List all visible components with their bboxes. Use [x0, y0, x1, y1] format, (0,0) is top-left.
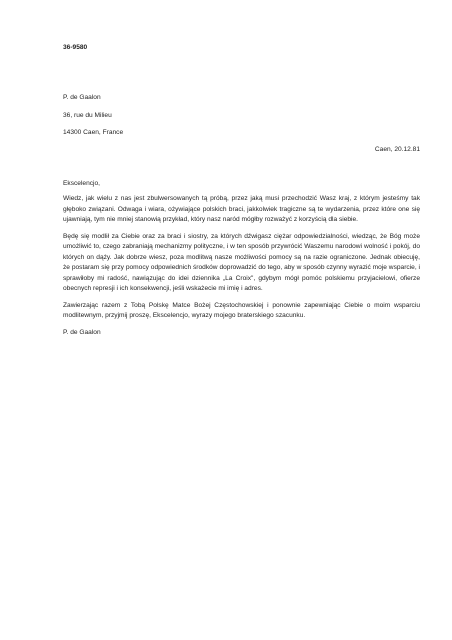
paragraph-3: Zawierzając razem z Tobą Polskę Matce Bożej Częstochowskiej i ponownie zapewniając Ciebie o moim wsparciu modlitewnym, przyjmij proszę, Ekscelencjo, wyrazy mojego braterskiego szacunku. [63, 301, 420, 320]
sender-street: 36, rue du Milieu [63, 112, 112, 119]
sender-city: 14300 Caen, France [63, 129, 124, 136]
date-line: Caen, 20.12.81 [374, 146, 420, 153]
letter-body [63, 179, 420, 345]
reference-number: 36-9580 [63, 44, 88, 51]
sender-name: P. de Gaalon [63, 94, 101, 101]
paragraph-1: Wiedz, jak wielu z nas jest zbulwersowanych tą próbą, przez jaką musi przechodzić Wasz kraj, z którym jesteśmy tak głęboko związani. Odwaga i wiara, ożywiające polskich braci, jakkolwiek tragiczne są te wydarzenia, przez które one się ujawniają, tym nie mniej stanowią przykład, który nasz naród mógłby rozważyć z korzyścią dla siebie. [63, 195, 420, 224]
salutation: Ekscelencjo, [63, 180, 101, 187]
signature: P. de Gaalon [63, 329, 101, 337]
paragraph-2: Będę się modlił za Ciebie oraz za braci i siostry, za których dźwigasz ciężar odpowiedzialności, wiedząc, że Bóg może umożliwić to, czego zabraniają mechanizmy polityczne, i w ten sposób przywrócić Waszemu narodowi wolność i pokój, do których on dąży. Jak dobrze wiesz, poza modlitwą nasze możliwości pomocy są na razie ograniczone. Jednak obiecuję, że postaram się przy pomocy odpowiednich środków doprowadzić do tego, aby w sposób czynny wyrazić moje wsparcie, i sprawiłoby mi radość, nawiązując do idei dziennika „La Croix", gdybym mógł pomóc polskiemu przyjacielowi, ofierze obecnych represji i ich konsekwencji, jeśli wskażecie mi imię i adres. [63, 233, 420, 293]
